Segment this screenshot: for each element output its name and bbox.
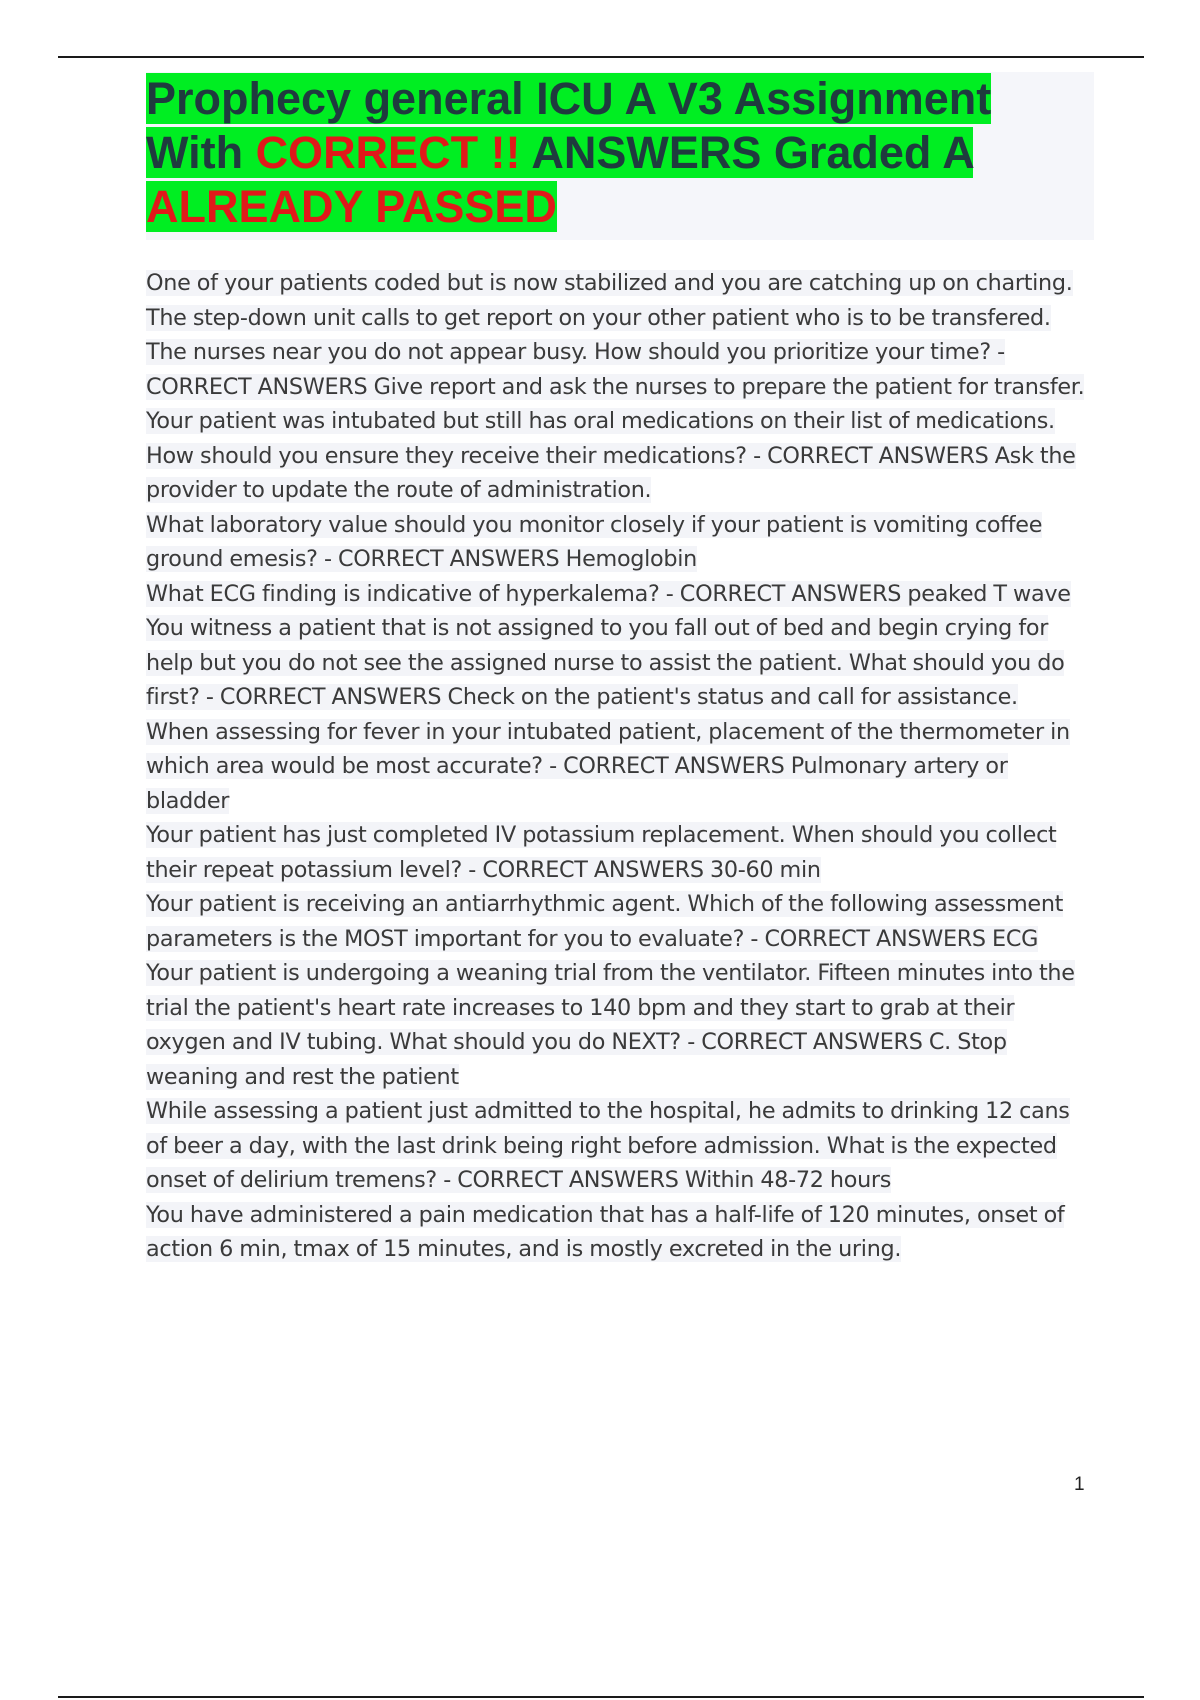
title-highlight — [146, 73, 991, 232]
qa-text: One of your patients coded but is now stabilized and you are catching up on charting. The step-down unit calls to get report on your other patient who is to be transfered. The nurses near you do not appear busy. How should you prioritize your time? - CORRECT ANSWERS Give report and ask the nurses to prepare the patient for transfer. — [146, 270, 1085, 400]
qa-list — [146, 266, 1096, 1267]
page-number: 1 — [1074, 1474, 1085, 1495]
title-text-2: ANSWERS Graded A — [520, 127, 974, 178]
qa-text: Your patient was intubated but still has oral medications on their list of medications. How should you ensure they receive their medications? - CORRECT ANSWERS Ask the provider to update the route of administration. — [146, 408, 1076, 503]
qa-item — [146, 956, 1096, 1094]
qa-text: Your patient has just completed IV potassium replacement. When should you collect their repeat potassium level? - CORRECT ANSWERS 30-60 min — [146, 822, 1057, 883]
qa-item — [146, 715, 1096, 819]
qa-item — [146, 887, 1096, 956]
qa-text: Your patient is receiving an antiarrhythmic agent. Which of the following assessment parameters is the MOST important for you to evaluate? - CORRECT ANSWERS ECG — [146, 891, 1064, 952]
qa-item — [146, 818, 1096, 887]
qa-item — [146, 404, 1096, 508]
title-text-1: Prophecy general ICU A V3 Assignment With — [146, 73, 992, 178]
title-block — [146, 72, 1094, 240]
qa-text: You have administered a pain medication that has a half-life of 120 minutes, onset of action 6 min, tmax of 15 minutes, and is mostly excreted in the uring. — [146, 1201, 1065, 1262]
qa-item — [146, 1094, 1096, 1198]
qa-text: When assessing for fever in your intubated patient, placement of the thermometer in which area would be most accurate? - CORRECT ANSWERS Pulmonary artery or bladder — [146, 718, 1070, 814]
bottom-rule — [58, 1696, 1144, 1698]
qa-text: You witness a patient that is not assigned to you fall out of bed and begin crying for help but you do not see the assigned nurse to assist the patient. What should you do first? - CORRECT ANSWERS Check on the patient's status and call for assistance. — [146, 615, 1065, 710]
qa-item — [146, 1198, 1096, 1267]
page-title — [146, 72, 1094, 234]
top-rule — [58, 56, 1144, 58]
qa-text: What laboratory value should you monitor closely if your patient is vomiting coffee ground emesis? - CORRECT ANSWERS Hemoglobin — [146, 511, 1043, 572]
title-correct: CORRECT !! — [255, 127, 521, 178]
qa-text: Your patient is undergoing a weaning trial from the ventilator. Fifteen minutes into the trial the patient's heart rate increases to 140 bpm and they start to grab at their oxygen and IV tubing. What should you do NEXT? - CORRECT ANSWERS C. Stop weaning and rest the patient — [146, 960, 1075, 1090]
qa-item — [146, 577, 1096, 612]
qa-text: What ECG finding is indicative of hyperkalema? - CORRECT ANSWERS peaked T wave — [146, 580, 1071, 607]
qa-item — [146, 611, 1096, 715]
qa-item — [146, 508, 1096, 577]
qa-text: While assessing a patient just admitted to the hospital, he admits to drinking 12 cans of beer a day, with the last drink being right before admission. What is the expected onset of delirium tremens? - CORRECT ANSWERS Within 48-72 hours — [146, 1098, 1070, 1193]
title-passed: ALREADY PASSED — [146, 181, 557, 232]
qa-item — [146, 266, 1096, 404]
